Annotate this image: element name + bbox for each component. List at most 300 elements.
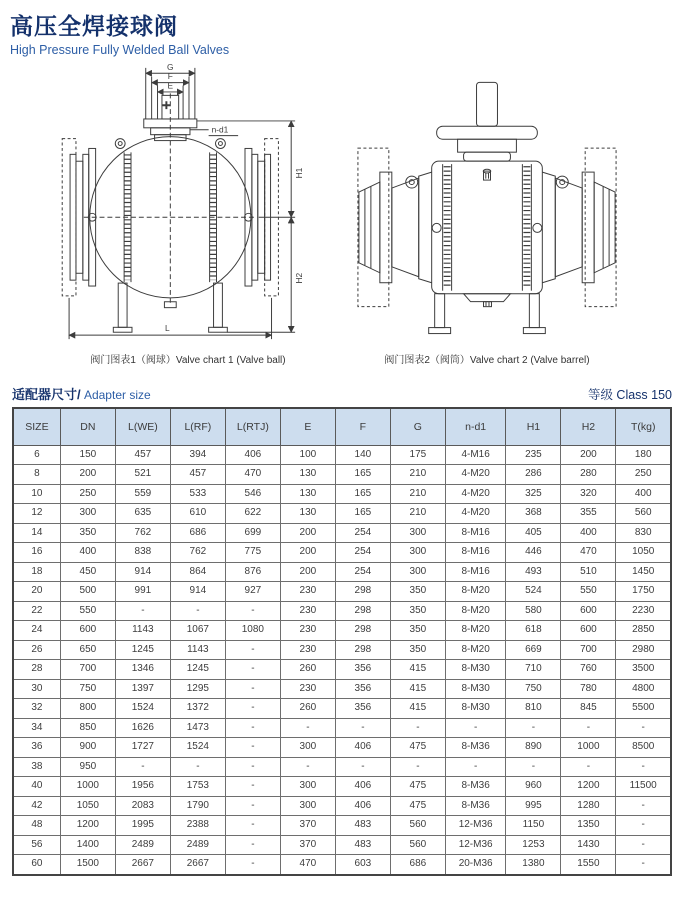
table-cell: 130 [280, 504, 335, 524]
table-cell: 1550 [561, 855, 616, 875]
table-cell: 300 [390, 543, 445, 563]
table-cell: 2667 [170, 855, 225, 875]
column-header: H1 [506, 408, 561, 445]
table-cell: 8-M36 [445, 777, 506, 797]
dim-label-e: E [167, 80, 174, 91]
dim-label-h2: H2 [294, 272, 304, 284]
table-cell: 810 [506, 699, 561, 719]
table-cell: 550 [60, 601, 115, 621]
table-cell: 56 [13, 835, 60, 855]
table-cell: 286 [506, 465, 561, 485]
table-row [13, 816, 671, 836]
table-cell: 864 [170, 562, 225, 582]
table-cell: 1253 [506, 835, 561, 855]
table-cell: 28 [13, 660, 60, 680]
valve-ball-drawing [57, 60, 319, 345]
table-cell: 650 [60, 640, 115, 660]
column-header: G [390, 408, 445, 445]
table-cell: - [225, 835, 280, 855]
table-cell: - [170, 601, 225, 621]
header-row [13, 408, 671, 445]
column-header: T(kg) [616, 408, 671, 445]
table-cell: 5500 [616, 699, 671, 719]
table-cell: 1067 [170, 621, 225, 641]
column-header: L(WE) [115, 408, 170, 445]
table-cell: 1143 [115, 621, 170, 641]
table-cell: 686 [390, 855, 445, 875]
table-cell: - [390, 757, 445, 777]
table-cell: - [225, 757, 280, 777]
table-cell: 475 [390, 738, 445, 758]
table-cell: - [225, 718, 280, 738]
table-cell: 991 [115, 582, 170, 602]
table-cell: 260 [280, 660, 335, 680]
table-cell: 600 [60, 621, 115, 641]
table-cell: 12-M36 [445, 835, 506, 855]
table-cell: 298 [335, 601, 390, 621]
table-cell: - [616, 757, 671, 777]
table-row [13, 601, 671, 621]
page-header [10, 8, 229, 57]
table-cell: 1473 [170, 718, 225, 738]
table-cell: 700 [561, 640, 616, 660]
table-cell: 900 [60, 738, 115, 758]
table-cell: 1000 [561, 738, 616, 758]
column-header: L(RF) [170, 408, 225, 445]
table-cell: 914 [170, 582, 225, 602]
table-row [13, 543, 671, 563]
table-cell: - [616, 835, 671, 855]
table-cell: 493 [506, 562, 561, 582]
table-cell: 2980 [616, 640, 671, 660]
table-cell: 2083 [115, 796, 170, 816]
column-header: SIZE [13, 408, 60, 445]
table-row [13, 660, 671, 680]
table-cell: - [561, 757, 616, 777]
table-cell: 12-M36 [445, 816, 506, 836]
table-cell: 1150 [506, 816, 561, 836]
table-cell: - [170, 757, 225, 777]
table-cell: 2489 [115, 835, 170, 855]
table-cell: 546 [225, 484, 280, 504]
table-cell: 533 [170, 484, 225, 504]
table-row [13, 504, 671, 524]
dim-label-l: L [165, 323, 170, 334]
table-cell: 26 [13, 640, 60, 660]
table-cell: - [280, 718, 335, 738]
table-cell: 8-M30 [445, 679, 506, 699]
table-cell: 559 [115, 484, 170, 504]
table-cell: 669 [506, 640, 561, 660]
table-cell: 406 [335, 777, 390, 797]
table-cell: 18 [13, 562, 60, 582]
table-cell: - [561, 718, 616, 738]
valve-barrel-drawing [336, 60, 638, 345]
table-cell: 300 [280, 777, 335, 797]
table-cell: 700 [60, 660, 115, 680]
table-cell: 950 [60, 757, 115, 777]
table-cell: 130 [280, 484, 335, 504]
table-cell: - [616, 816, 671, 836]
table-cell: 470 [225, 465, 280, 485]
table-cell: 320 [561, 484, 616, 504]
table-cell: 1753 [170, 777, 225, 797]
table-cell: 235 [506, 445, 561, 465]
table-cell: 635 [115, 504, 170, 524]
table-cell: 180 [616, 445, 671, 465]
table-cell: 300 [390, 562, 445, 582]
table-cell: 406 [335, 738, 390, 758]
table-cell: 200 [280, 543, 335, 563]
table-cell: 8-M20 [445, 601, 506, 621]
table-cell: 254 [335, 523, 390, 543]
table-row [13, 855, 671, 875]
table-cell: 560 [616, 504, 671, 524]
table-cell: 610 [170, 504, 225, 524]
table-cell: 140 [335, 445, 390, 465]
table-cell: 760 [561, 660, 616, 680]
table-cell: 400 [616, 484, 671, 504]
table-cell: 400 [561, 523, 616, 543]
column-header: E [280, 408, 335, 445]
table-cell: 36 [13, 738, 60, 758]
table-cell: 8-M30 [445, 660, 506, 680]
table-cell: 1380 [506, 855, 561, 875]
table-cell: 845 [561, 699, 616, 719]
table-cell: 300 [390, 523, 445, 543]
table-cell: 415 [390, 699, 445, 719]
table-cell: 580 [506, 601, 561, 621]
table-cell: 260 [280, 699, 335, 719]
table-cell: 8500 [616, 738, 671, 758]
table-cell: 1727 [115, 738, 170, 758]
table-cell: 8-M36 [445, 738, 506, 758]
table-cell: 200 [280, 562, 335, 582]
table-cell: 1350 [561, 816, 616, 836]
table-cell: 298 [335, 582, 390, 602]
table-cell: - [225, 796, 280, 816]
table-cell: 483 [335, 835, 390, 855]
table-row [13, 465, 671, 485]
table-cell: 370 [280, 835, 335, 855]
table-cell: 394 [170, 445, 225, 465]
table-cell: 1000 [60, 777, 115, 797]
table-cell: 3500 [616, 660, 671, 680]
table-cell: 370 [280, 816, 335, 836]
table-cell: - [225, 855, 280, 875]
table-cell: 6 [13, 445, 60, 465]
table-cell: - [225, 816, 280, 836]
table-cell: 210 [390, 465, 445, 485]
page-title-en: High Pressure Fully Welded Ball Valves [10, 43, 230, 57]
table-cell: 368 [506, 504, 561, 524]
table-cell: 14 [13, 523, 60, 543]
table-cell: 600 [561, 601, 616, 621]
table-cell: - [225, 699, 280, 719]
table-cell: 254 [335, 562, 390, 582]
table-cell: 686 [170, 523, 225, 543]
table-cell: 8-M30 [445, 699, 506, 719]
table-cell: 2850 [616, 621, 671, 641]
table-cell: 1050 [616, 543, 671, 563]
table-cell: 298 [335, 640, 390, 660]
table-cell: - [280, 757, 335, 777]
table-cell: 450 [60, 562, 115, 582]
table-cell: 230 [280, 640, 335, 660]
table-cell: 175 [390, 445, 445, 465]
table-cell: 30 [13, 679, 60, 699]
class-rating-label: 等级 Class 150 [587, 388, 672, 402]
table-cell: 750 [60, 679, 115, 699]
table-cell: 356 [335, 699, 390, 719]
table-cell: 1500 [60, 855, 115, 875]
table-cell: 300 [60, 504, 115, 524]
table-cell: 8-M36 [445, 796, 506, 816]
table-cell: - [445, 757, 506, 777]
table-cell: 800 [60, 699, 115, 719]
dim-label-f: F [167, 71, 173, 82]
table-cell: 60 [13, 855, 60, 875]
table-cell: 356 [335, 679, 390, 699]
table-row [13, 582, 671, 602]
column-header: DN [60, 408, 115, 445]
table-cell: 356 [335, 660, 390, 680]
table-row [13, 796, 671, 816]
table-cell: - [225, 601, 280, 621]
figure-valve-ball [57, 60, 319, 366]
column-header: H2 [561, 408, 616, 445]
table-row [13, 621, 671, 641]
table-cell: 20 [13, 582, 60, 602]
page-title-zh: 高压全焊接球阀 [10, 13, 178, 39]
table-cell: 150 [60, 445, 115, 465]
table-cell: 8-M16 [445, 562, 506, 582]
table-cell: 457 [115, 445, 170, 465]
table-cell: 524 [506, 582, 561, 602]
table-cell: 1524 [170, 738, 225, 758]
table-cell: 1295 [170, 679, 225, 699]
table-row [13, 757, 671, 777]
table-cell: 400 [60, 543, 115, 563]
table-cell: 405 [506, 523, 561, 543]
table-row [13, 679, 671, 699]
table-cell: 483 [335, 816, 390, 836]
table-cell: 470 [561, 543, 616, 563]
table-cell: 40 [13, 777, 60, 797]
column-header: L(RTJ) [225, 408, 280, 445]
table-cell: - [225, 660, 280, 680]
table-cell: - [616, 718, 671, 738]
table-cell: 850 [60, 718, 115, 738]
table-cell: 750 [506, 679, 561, 699]
table-cell: - [115, 757, 170, 777]
table-cell: 2489 [170, 835, 225, 855]
dim-label-g: G [167, 61, 174, 72]
table-cell: 8-M16 [445, 523, 506, 543]
table-cell: 1245 [115, 640, 170, 660]
table-cell: 475 [390, 796, 445, 816]
figure-valve-barrel [336, 60, 638, 366]
table-cell: 298 [335, 621, 390, 641]
table-cell: 230 [280, 582, 335, 602]
table-cell: 1280 [561, 796, 616, 816]
table-cell: - [506, 757, 561, 777]
column-header: n-d1 [445, 408, 506, 445]
table-cell: 1372 [170, 699, 225, 719]
table-cell: - [225, 679, 280, 699]
table-cell: 165 [335, 484, 390, 504]
table-cell: - [506, 718, 561, 738]
table-cell: 8 [13, 465, 60, 485]
table-cell: 24 [13, 621, 60, 641]
table-cell: - [335, 757, 390, 777]
table-cell: 927 [225, 582, 280, 602]
table-cell: 250 [616, 465, 671, 485]
table-cell: 710 [506, 660, 561, 680]
table-cell: 42 [13, 796, 60, 816]
table-row [13, 484, 671, 504]
table-cell: 1080 [225, 621, 280, 641]
figure2-caption: 阀门图表2（阀筒）Valve chart 2 (Valve barrel) [384, 355, 590, 366]
table-cell: 1956 [115, 777, 170, 797]
table-cell: 230 [280, 679, 335, 699]
table-row [13, 562, 671, 582]
table-cell: 230 [280, 601, 335, 621]
table-cell: 510 [561, 562, 616, 582]
table-cell: 470 [280, 855, 335, 875]
table-head [13, 408, 671, 445]
table-cell: 622 [225, 504, 280, 524]
table-cell: 1524 [115, 699, 170, 719]
table-cell: 4-M16 [445, 445, 506, 465]
table-cell: 4800 [616, 679, 671, 699]
table-cell: - [335, 718, 390, 738]
table-row [13, 777, 671, 797]
table-cell: 1750 [616, 582, 671, 602]
adapter-size-table [12, 407, 672, 876]
table-cell: 8-M16 [445, 543, 506, 563]
table-cell: 406 [225, 445, 280, 465]
table-cell: 8-M20 [445, 621, 506, 641]
table-cell: - [445, 718, 506, 738]
table-cell: 1200 [561, 777, 616, 797]
table-cell: - [616, 855, 671, 875]
table-cell: 2230 [616, 601, 671, 621]
table-cell: 1245 [170, 660, 225, 680]
table-cell: 1626 [115, 718, 170, 738]
table-cell: 890 [506, 738, 561, 758]
table-cell: 415 [390, 660, 445, 680]
table-cell: 960 [506, 777, 561, 797]
table-row [13, 640, 671, 660]
table-cell: 838 [115, 543, 170, 563]
column-header: F [335, 408, 390, 445]
table-cell: 165 [335, 465, 390, 485]
table-cell: 560 [390, 835, 445, 855]
table-cell: - [616, 796, 671, 816]
table-cell: 406 [335, 796, 390, 816]
table-cell: 20-M36 [445, 855, 506, 875]
table-row [13, 738, 671, 758]
table-cell: 210 [390, 484, 445, 504]
section-title-zh: 适配器尺寸/ [12, 387, 81, 402]
table-cell: 210 [390, 504, 445, 524]
table-cell: 550 [561, 582, 616, 602]
table-cell: 2388 [170, 816, 225, 836]
table-cell: 521 [115, 465, 170, 485]
table-cell: 457 [170, 465, 225, 485]
table-cell: - [225, 738, 280, 758]
dim-label-nd1: n-d1 [211, 124, 229, 135]
table-cell: 762 [170, 543, 225, 563]
table-cell: 8-M20 [445, 582, 506, 602]
table-cell: 325 [506, 484, 561, 504]
table-cell: 603 [335, 855, 390, 875]
table-cell: 500 [60, 582, 115, 602]
table-cell: 415 [390, 679, 445, 699]
table-cell: 4-M20 [445, 484, 506, 504]
table-cell: 876 [225, 562, 280, 582]
table-cell: 699 [225, 523, 280, 543]
table-cell: 1400 [60, 835, 115, 855]
table-cell: 350 [390, 621, 445, 641]
table-cell: 200 [561, 445, 616, 465]
section-title [12, 384, 151, 404]
table-cell: 1430 [561, 835, 616, 855]
table-cell: 1450 [616, 562, 671, 582]
table-cell: 48 [13, 816, 60, 836]
table-row [13, 718, 671, 738]
table-cell: 130 [280, 465, 335, 485]
table-row [13, 699, 671, 719]
table-cell: 350 [390, 601, 445, 621]
table-cell: 830 [616, 523, 671, 543]
table-cell: 1995 [115, 816, 170, 836]
table-cell: 1143 [170, 640, 225, 660]
table-cell: 600 [561, 621, 616, 641]
table-cell: 350 [390, 640, 445, 660]
table-cell: 350 [60, 523, 115, 543]
table-cell: 22 [13, 601, 60, 621]
figure1-caption: 阀门图表1（阀球）Valve chart 1 (Valve ball) [90, 355, 286, 366]
table-cell: 1397 [115, 679, 170, 699]
table-cell: 355 [561, 504, 616, 524]
table-cell: 350 [390, 582, 445, 602]
table-cell: 914 [115, 562, 170, 582]
table-cell: - [225, 640, 280, 660]
table-cell: 618 [506, 621, 561, 641]
table-cell: 995 [506, 796, 561, 816]
table-cell: 780 [561, 679, 616, 699]
table-body [13, 445, 671, 875]
table-row [13, 835, 671, 855]
table-cell: 250 [60, 484, 115, 504]
table-cell: 560 [390, 816, 445, 836]
table-cell: 300 [280, 796, 335, 816]
table-cell: 446 [506, 543, 561, 563]
table-cell: 38 [13, 757, 60, 777]
table-cell: - [115, 601, 170, 621]
table-cell: 300 [280, 738, 335, 758]
table-cell: 762 [115, 523, 170, 543]
table-cell: 1346 [115, 660, 170, 680]
table-cell: 4-M20 [445, 504, 506, 524]
table-cell: 775 [225, 543, 280, 563]
section-title-en: Adapter size [80, 388, 151, 402]
table-cell: 165 [335, 504, 390, 524]
table-cell: 10 [13, 484, 60, 504]
table-cell: - [225, 777, 280, 797]
